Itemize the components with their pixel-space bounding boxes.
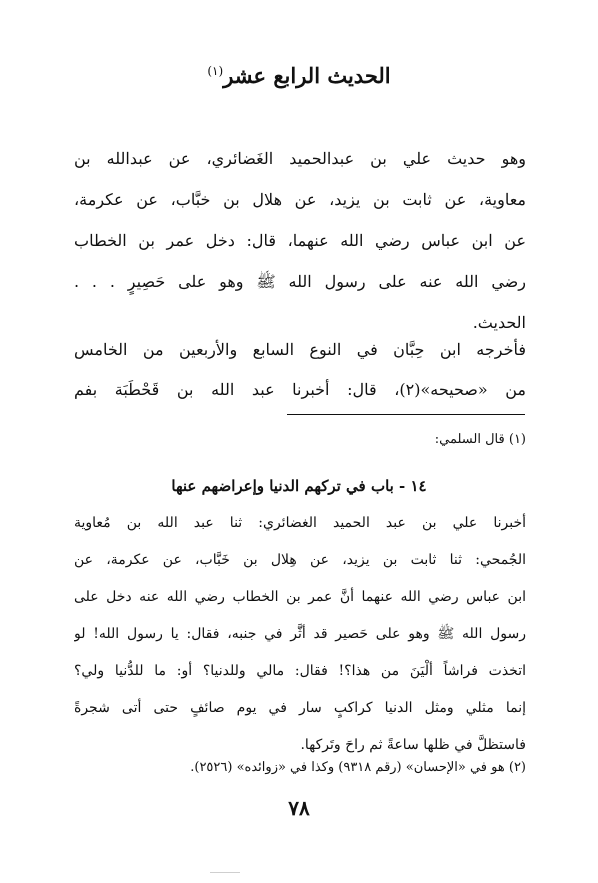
title-footnote-marker: (١) — [207, 64, 224, 78]
quote-line: ابن عباس رضي الله عنهما أنَّ عمر بن الخطاب رضي الله عنه دخل على — [74, 589, 526, 605]
second-paragraph — [74, 330, 526, 410]
quote-line: رسول الله ﷺ وهو على حَصير قد أثَّر في جنبه، فقال: يا رسول الله! لو — [74, 626, 526, 642]
footnote-2 — [74, 758, 526, 778]
quote-line: فاستظلَّ في ظلها ساعةً ثم راحَ وتَركها. — [300, 737, 526, 753]
scan-edge-mark — [210, 872, 240, 881]
quote-line: الجُمحي: ثنا ثابت بن يزيد، عن هِلال بن خَبَّاب، عن عكرمة، عن — [74, 552, 526, 568]
footnote-quotation — [74, 505, 526, 764]
page-number: ٧٨ — [288, 796, 310, 820]
text-line: الحديث. — [472, 313, 526, 332]
main-paragraph — [74, 138, 526, 343]
text-line: وهو حديث علي بن عبدالحميد الغَضائري، عن عبدالله بن — [74, 149, 526, 168]
quote-line: أخبرنا علي بن عبد الحميد الغضائري: ثنا عبد الله بن مُعاوية — [74, 515, 526, 531]
footnote-2-text: (٢) هو في «الإحسان» (رقم ٩٣١٨) وكذا في «زوائده» (٢٥٢٦). — [190, 760, 526, 775]
text-line: عن ابن عباس رضي الله عنهما، قال: دخل عمر بن الخطاب — [74, 231, 526, 250]
footnote-1: (١) قال السلمي: — [434, 432, 526, 447]
text-line: رضي الله عنه على رسول الله ﷺ وهو على حَصِيرٍ . . . — [74, 272, 526, 291]
quote-line: اتخذت فراشاً ألْيَنَ من هذا؟! فقال: مالي وللدنيا؟ أو: ما للدُّنيا ولي؟ — [74, 663, 526, 679]
chapter-heading: ١٤ - باب في تركهم الدنيا وإعراضهم عنها — [171, 477, 427, 495]
quote-line: إنما مثلي ومثل الدنيا كراكبٍ سار في يوم صائفٍ حتى أتى شجرةً — [74, 700, 526, 716]
text-line: من «صحيحه»(٢)، قال: أخبرنا عبد الله بن قَحْطَبَة بفم — [74, 380, 526, 399]
text-line: فأخرجه ابن حِبَّان في النوع السابع والأربعين من الخامس — [74, 340, 526, 359]
text-line: معاوية، عن ثابت بن يزيد، عن هلال بن خبَّاب، عن عكرمة، — [74, 190, 526, 209]
hadith-title — [0, 62, 598, 89]
footnote-separator — [287, 414, 525, 415]
hadith-title-text: الحديث الرابع عشر — [223, 63, 391, 88]
